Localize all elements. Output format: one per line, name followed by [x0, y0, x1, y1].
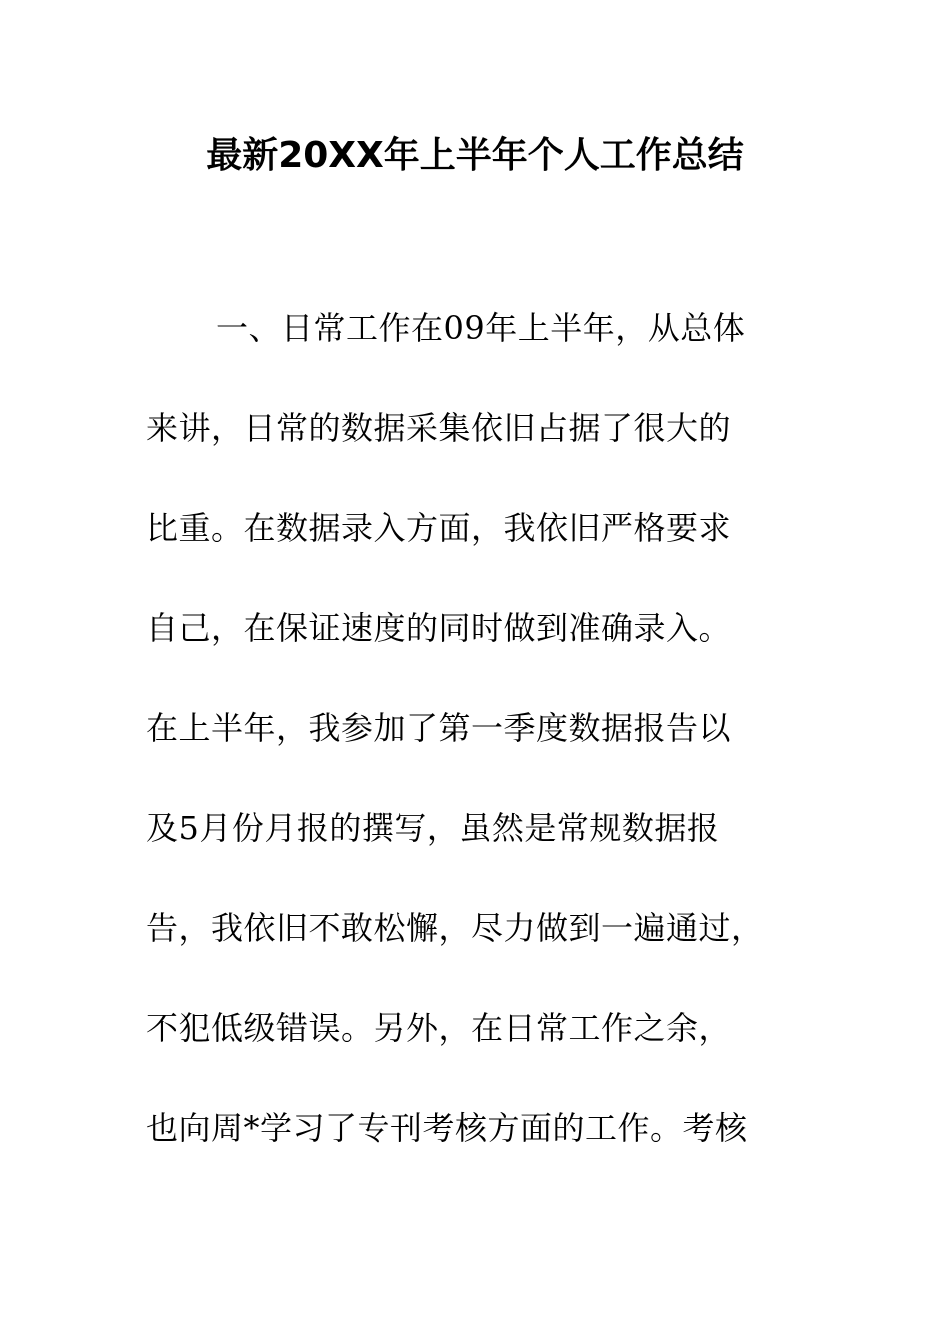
- document-body: [146, 300, 806, 1200]
- body-line: 一、日常工作在09年上半年，从总体: [216, 309, 746, 347]
- body-line: 来讲，日常的数据采集依旧占据了很大的: [146, 409, 732, 447]
- body-line: 告，我依旧不敢松懈，尽力做到一遍通过，: [146, 909, 764, 947]
- body-line: 在上半年，我参加了第一季度数据报告以: [146, 709, 732, 747]
- body-line: 自己，在保证速度的同时做到准确录入。: [146, 609, 732, 647]
- body-line: 及5月份月报的撰写，虽然是常规数据报: [146, 809, 720, 847]
- body-line: 比重。在数据录入方面，我依旧严格要求: [146, 509, 732, 547]
- body-line: 也向周*学习了专刊考核方面的工作。考核: [146, 1109, 748, 1147]
- body-line: 不犯低级错误。另外，在日常工作之余，: [146, 1009, 732, 1047]
- document-title: 最新20XX年上半年个人工作总结: [206, 135, 744, 176]
